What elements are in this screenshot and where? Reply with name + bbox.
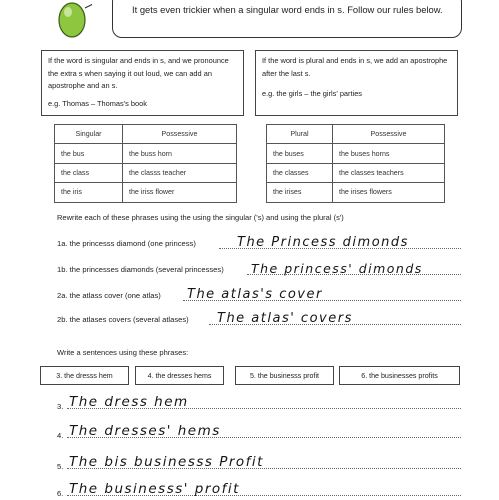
table-header: Possessive	[123, 125, 237, 144]
table-cell: the classes teachers	[333, 163, 445, 182]
singular-rule-example: e.g. Thomas – Thomas's book	[48, 98, 147, 108]
singular-rule-text: If the word is singular and ends in s, and we pronounce the extra s when saying it out loud, we can add an apostrophe and an s.	[48, 56, 229, 90]
sentence-number: 3.	[57, 402, 64, 411]
handwritten-answer: The princess' dimonds	[251, 261, 423, 276]
handwritten-sentence: The bis businesss Profit	[69, 454, 264, 470]
table-cell: the class	[55, 163, 123, 182]
table-header: Singular	[55, 125, 123, 144]
plural-rule-text: If the word is plural and ends in s, we add an apostrophe after the last s.	[262, 56, 448, 78]
singular-possessive-table	[54, 124, 237, 203]
rewrite-prompt: 1a. the princesss diamond (one princess)	[57, 239, 196, 248]
table-row	[55, 144, 237, 163]
table-cell: the classs teacher	[123, 163, 237, 182]
table-cell: the iriss flower	[123, 183, 237, 202]
table-header-row	[267, 125, 445, 144]
sentence-row-5	[57, 450, 461, 472]
phrase-box-3: 3. the dresss hem	[40, 366, 129, 385]
intro-text: It gets even trickier when a singular word ends in s. Follow our rules below.	[132, 4, 443, 15]
table-cell: the buses horns	[333, 144, 445, 163]
singular-rule-box	[41, 50, 244, 116]
sentence-row-3	[57, 390, 461, 412]
handwritten-answer: The atlas' covers	[217, 311, 353, 326]
handwritten-sentence: The dresses' hems	[69, 423, 221, 439]
table-row	[267, 144, 445, 163]
table-header: Possessive	[333, 125, 445, 144]
sentences-instruction: Write a sentences using these phrases:	[57, 348, 189, 357]
sentence-row-4	[57, 419, 461, 441]
handwritten-sentence: The businesss' profit	[69, 481, 240, 497]
sentence-row-6	[57, 477, 461, 499]
plural-rule-example: e.g. the girls – the girls' parties	[262, 89, 363, 98]
table-cell: the buss horn	[123, 144, 237, 163]
table-header: Plural	[267, 125, 333, 144]
table-header-row	[55, 125, 237, 144]
table-cell: the irises	[267, 183, 333, 202]
table-row	[267, 183, 445, 202]
rewrite-row-2a	[57, 284, 461, 304]
table-row	[55, 183, 237, 202]
sentence-number: 5.	[57, 462, 64, 471]
table-cell: the classes	[267, 163, 333, 182]
rewrite-prompt: 2a. the atlass cover (one atlas)	[57, 291, 161, 300]
phrase-box-4: 4. the dresses hems	[135, 366, 224, 385]
table-cell: the buses	[267, 144, 333, 163]
handwritten-answer: The atlas's cover	[187, 287, 323, 302]
rewrite-prompt: 2b. the atlases covers (several atlases)	[57, 315, 189, 324]
sentence-number: 6.	[57, 489, 64, 498]
handwritten-answer: The Princess dimonds	[237, 235, 409, 250]
rewrite-row-1a	[57, 232, 461, 252]
rewrite-row-1b	[57, 258, 461, 278]
handwritten-sentence: The dress hem	[69, 394, 189, 410]
rewrite-prompt: 1b. the princesses diamonds (several princesses)	[57, 265, 224, 274]
table-cell: the irises flowers	[333, 183, 445, 202]
table-row	[55, 163, 237, 182]
rewrite-row-2b	[57, 308, 461, 328]
alien-mascot-icon	[52, 0, 92, 38]
phrase-box-5: 5. the businesss profit	[235, 366, 334, 385]
rewrite-instruction: Rewrite each of these phrases using the using the singular ('s) and using the plural (s')	[57, 213, 344, 222]
phrase-box-6: 6. the businesses profits	[339, 366, 460, 385]
sentence-number: 4.	[57, 431, 64, 440]
table-cell: the iris	[55, 183, 123, 202]
table-cell: the bus	[55, 144, 123, 163]
plural-possessive-table	[266, 124, 445, 203]
plural-rule-box	[255, 50, 458, 116]
table-row	[267, 163, 445, 182]
